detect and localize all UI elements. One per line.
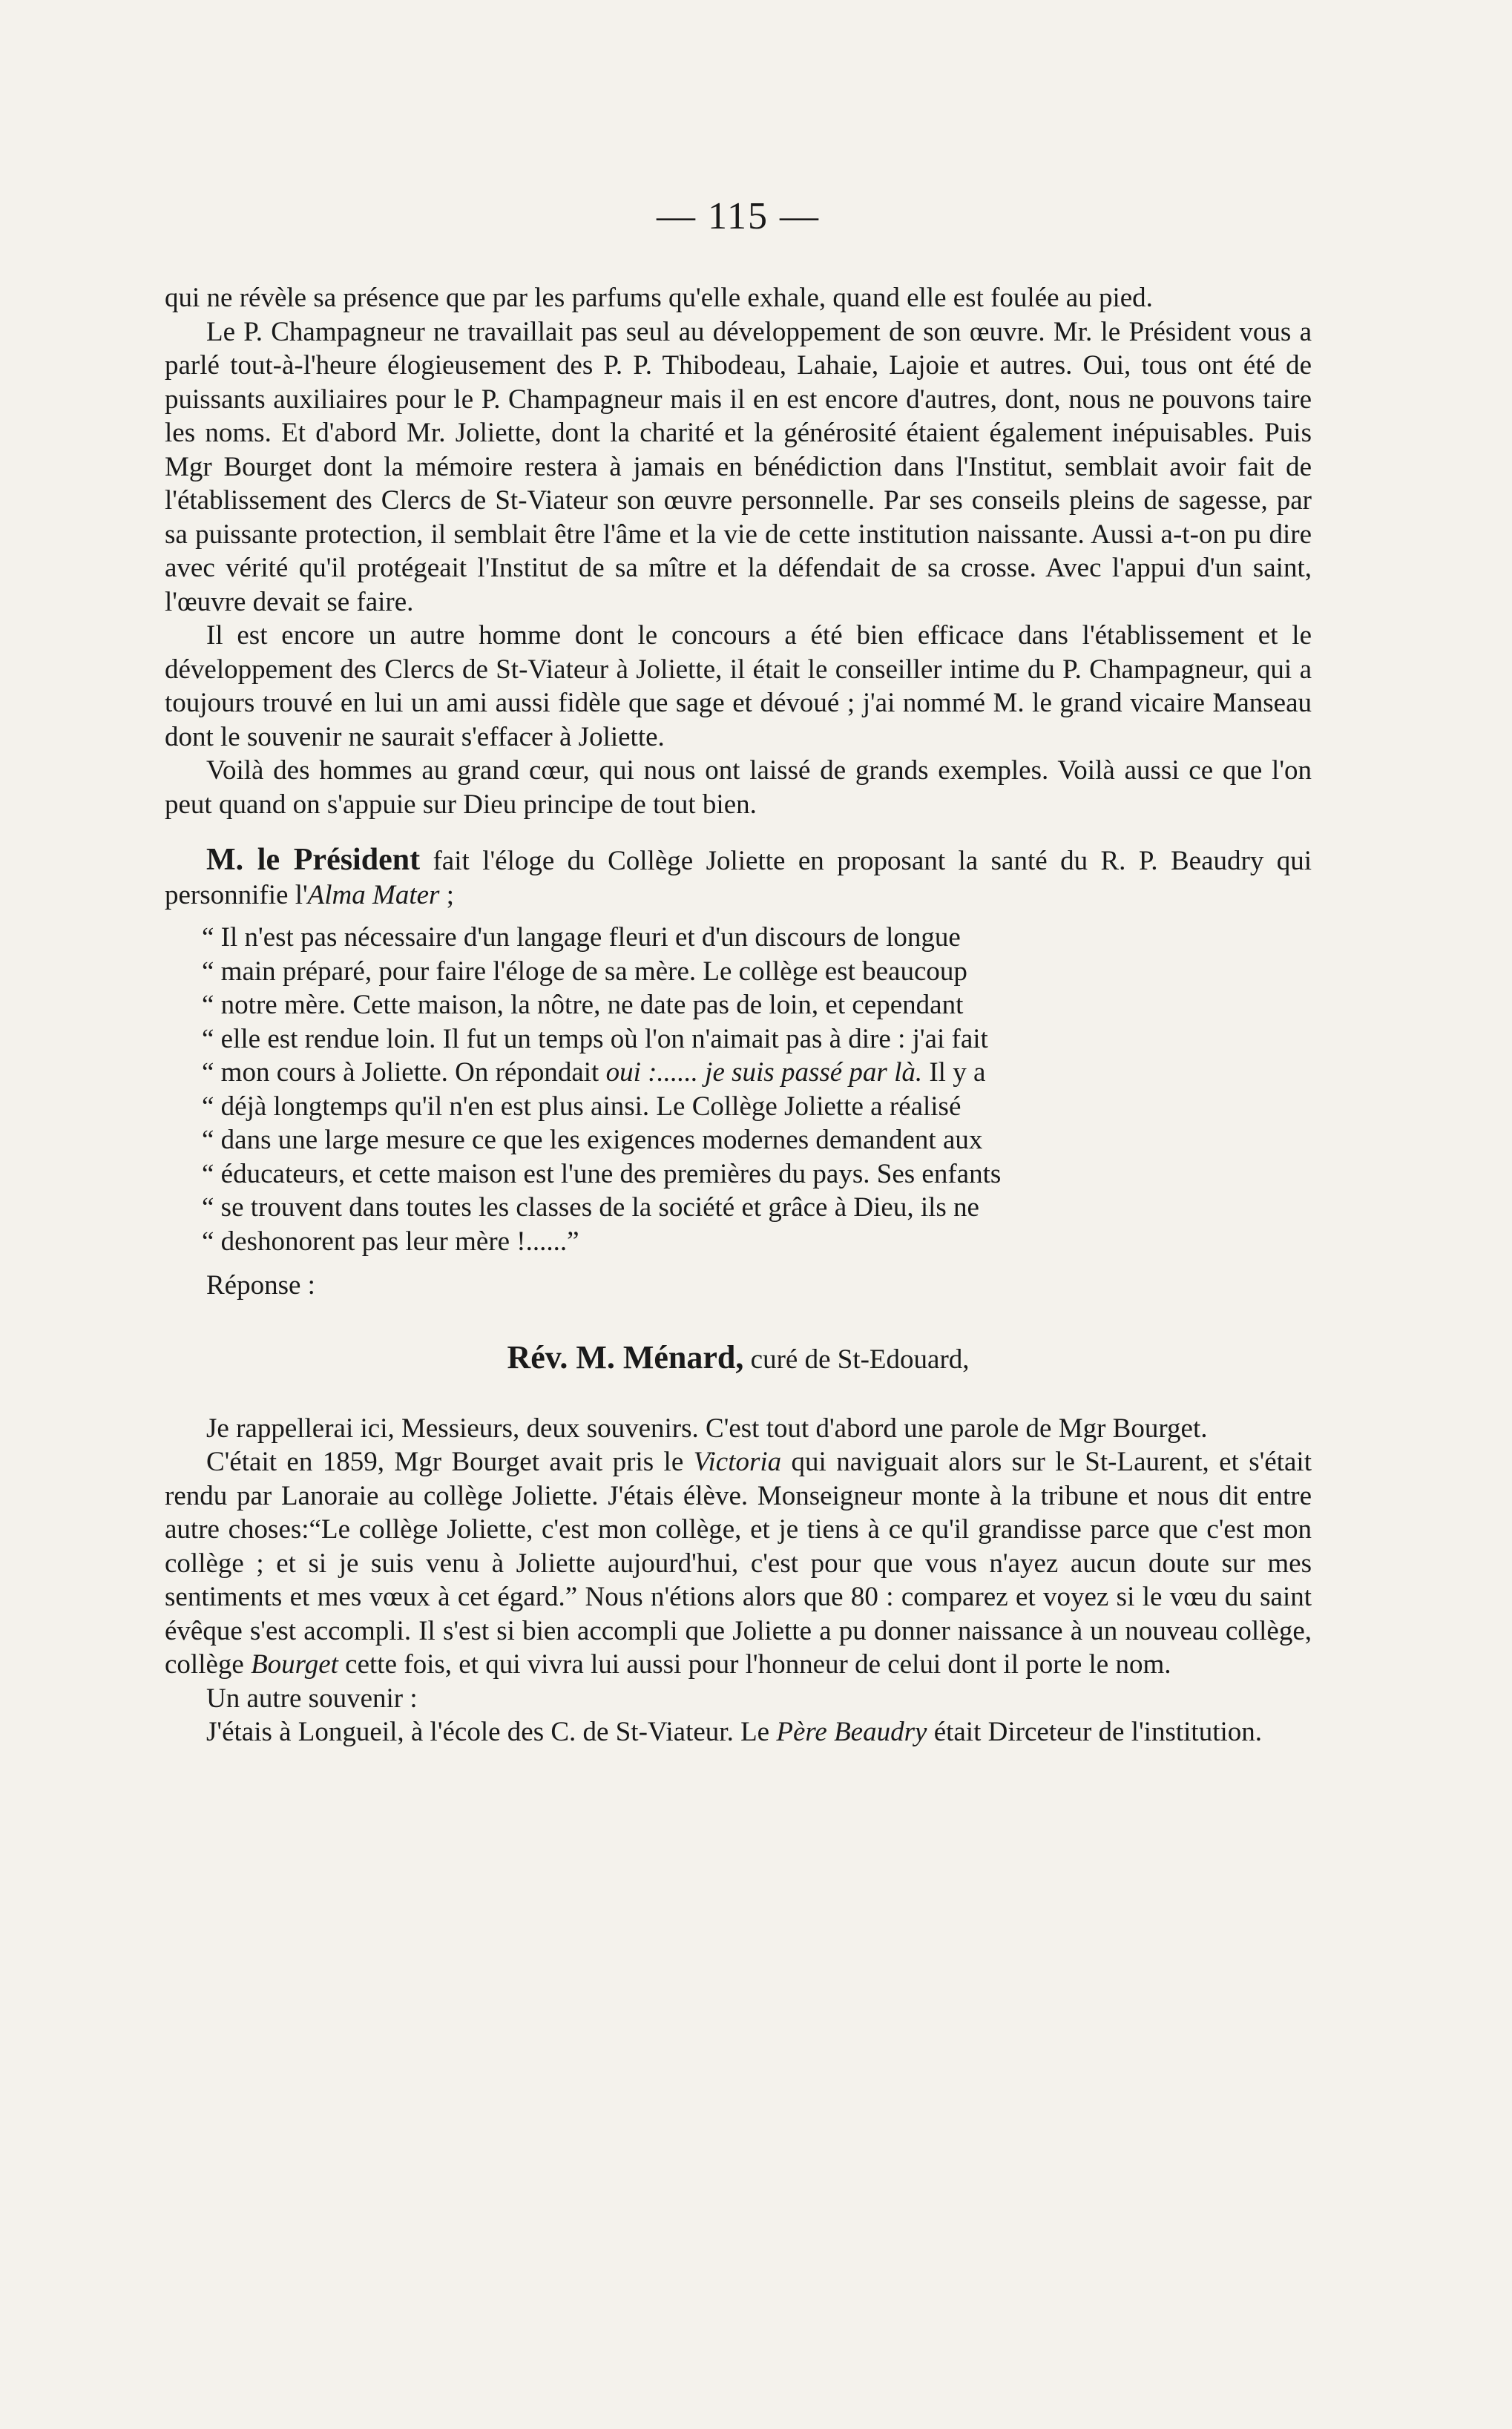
- menard-p2-b: qui naviguait alors sur le St-Laurent, et s'était rendu par Lanoraie au collège Joliette. J'étais élève. Monseigneur monte à la tribune et nous dit entre autre choses:“Le collège Joliette, c'est mon collège, et je tiens à ce qu'il grandisse parce que c'est mon collège ; et si je suis venu à Joliette aujourd'hui, c'est pour que vous n'ayez aucun doute sur mes sentiments et mes vœux à cet égard.” Nous n'étions alors que 80 : comparez et voyez si le vœu du saint évêque s'est accompli. Il s'est si bien accompli que Joliette a pu donner naissance à un nouveau collège, collège: [165, 1447, 1312, 1680]
- quote-line: “ notre mère. Cette maison, la nôtre, ne date pas de loin, et cependant: [202, 990, 964, 1020]
- quote-line5-b: Il y a: [922, 1057, 986, 1088]
- paragraph-manseau: Il est encore un autre homme dont le concours a été bien efficace dans l'établissement et le développement des Clercs de St-Viateur à Joliette, il était le conseiller intime du P. Champagneur, qui a toujours trouvé en lui un ami aussi fidèle que sage et dévoué ; j'ai nommé M. le grand vicaire Manseau dont le souvenir ne saurait s'effacer à Joliette.: [165, 620, 1312, 752]
- quote-line: [202, 1056, 1312, 1090]
- quote-line: “ elle est rendue loin. Il fut un temps où l'on n'aimait pas à dire : j'ai fait: [202, 1023, 988, 1054]
- college-bourget: Bourget: [251, 1649, 338, 1680]
- page-number: — 115 —: [656, 195, 821, 237]
- alma-mater: Alma Mater: [307, 879, 440, 910]
- president-intro-a: fait l'éloge du Collège Joliette en proposant la santé du R. P. Beaudry qui personnifie l': [165, 846, 1312, 910]
- president-intro-b: ;: [439, 879, 454, 910]
- paragraph-continuation: qui ne révèle sa présence que par les parfums qu'elle exhale, quand elle est foulée au pied.: [165, 283, 1153, 313]
- quote-line: “ déjà longtemps qu'il n'en est plus ainsi. Le Collège Joliette a réalisé: [202, 1091, 962, 1122]
- menard-p2-a: C'était en 1859, Mgr Bourget avait pris le: [206, 1447, 694, 1477]
- menard-paragraph-2: [165, 1445, 1312, 1682]
- speaker-menard: Rév. M. Ménard,: [507, 1338, 744, 1375]
- president-toast: [165, 844, 1312, 912]
- speaker-heading-menard: [165, 1338, 1312, 1376]
- paragraph-voila: Voilà des hommes au grand cœur, qui nous ont laissé de grands exemples. Voilà aussi ce que l'on peut quand on s'appuie sur Dieu principe de tout bien.: [165, 755, 1312, 820]
- quote-line: “ main préparé, pour faire l'éloge de sa mère. Le collège est beaucoup: [202, 956, 967, 987]
- speaker-president: M. le Président: [206, 843, 421, 877]
- menard-p4-a: J'étais à Longueil, à l'école des C. de St-Viateur. Le: [206, 1717, 777, 1747]
- menard-p2-c: cette fois, et qui vivra lui aussi pour l'honneur de celui dont il porte le nom.: [338, 1649, 1171, 1680]
- menard-paragraph-4: [165, 1715, 1312, 1749]
- quote-line: “ deshonorent pas leur mère !......”: [202, 1226, 579, 1257]
- quote-line: “ éducateurs, et cette maison est l'une des premières du pays. Ses enfants: [202, 1158, 1002, 1189]
- quote-line5-oui: oui :...... je suis passé par là.: [605, 1057, 923, 1088]
- ship-name: Victoria: [693, 1447, 782, 1477]
- quote-line5-a: “ mon cours à Joliette. On répondait: [202, 1057, 606, 1088]
- menard-paragraph-3: Un autre souvenir :: [206, 1683, 418, 1714]
- speaker-menard-title: curé de St-Edouard,: [743, 1344, 970, 1375]
- president-quote: [165, 921, 1312, 1258]
- pere-beaudry: Père Beaudry: [776, 1717, 927, 1747]
- quote-line: “ se trouvent dans toutes les classes de la société et grâce à Dieu, ils ne: [202, 1192, 979, 1223]
- quote-line: “ dans une large mesure ce que les exigences modernes demandent aux: [202, 1125, 983, 1155]
- menard-paragraph-1: Je rappellerai ici, Messieurs, deux souvenirs. C'est tout d'abord une parole de Mgr Bourget.: [206, 1413, 1208, 1444]
- quote-line: “ Il n'est pas nécessaire d'un langage fleuri et d'un discours de longue: [202, 922, 961, 953]
- reponse-label: Réponse :: [206, 1270, 315, 1301]
- paragraph-champagneur: Le P. Champagneur ne travaillait pas seul au développement de son œuvre. Mr. le Président vous a parlé tout-à-l'heure élogieusement des P. P. Thibodeau, Lahaie, Lajoie et autres. Oui, tous ont été de puissants auxiliaires pour le P. Champagneur mais il en est encore d'autres, dont, nous ne pouvons taire les noms. Et d'abord Mr. Joliette, dont la charité et la générosité étaient également inépuisables. Puis Mgr Bourget dont la mémoire restera à jamais en bénédiction dans l'Institut, semblait avoir fait de l'établissement des Clercs de St-Viateur son œuvre personnelle. Par ses conseils pleins de sagesse, par sa puissante protection, il semblait être l'âme et la vie de cette institution naissante. Aussi a-t-on pu dire avec vérité qu'il protégeait l'Institut de sa mître et la défendait de sa crosse. Avec l'appui d'un saint, l'œuvre devait se faire.: [165, 316, 1312, 617]
- menard-p4-b: était Dirceteur de l'institution.: [927, 1717, 1263, 1747]
